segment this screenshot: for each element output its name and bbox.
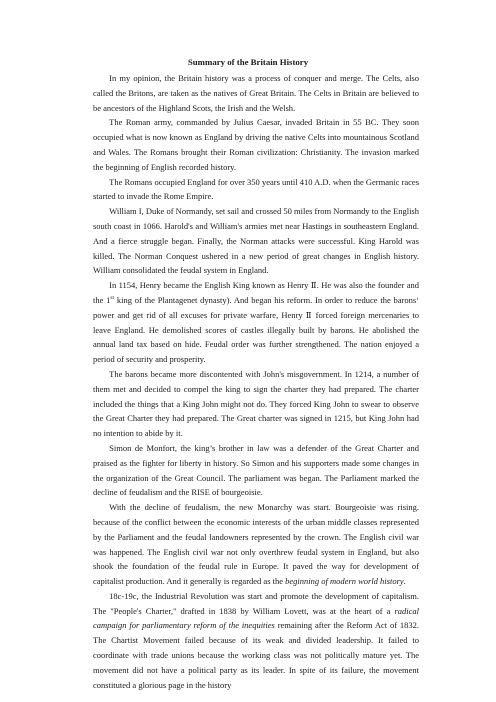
paragraph-norman-conquest: William I, Duke of Normandy, set sail and crossed 50 miles from Normandy to the English south coast in 1066. Harold's and William's armies met near Hastings in southeastern England. And a fierce struggle began. Finally, the Norman attacks were successful. King Harold was killed. The Norman Conquest ushered in a new period of great changes in English history. William consolidated the feudal system in England. xyxy=(93,206,419,276)
paragraph-parliament: Simon de Monfort, the king’s brother in law was a defender of the Great Charter and praised as the fighter for liberty in history. So Simon and his supporters made some changes in the organization of the Great Council. The parliament was began. The Parliament marked the decline of feudalism and the RISE of bourgeoisie. xyxy=(93,442,419,498)
document-body xyxy=(93,71,419,692)
paragraph-great-charter: The barons became more discontented with John's misgovernment. In 1214, a number of them met and decided to compel the king to sign the charter they had prepared. The charter included the things that a King John might not do. They forced King John to swear to observe the Great Charter they had prepared. The Great charter was signed in 1215, but King John had no intention to abide by it. xyxy=(93,368,419,439)
paragraph-celts: In my opinion, the Britain history was a process of conquer and merge. The Celts, also called the Britons, are taken as the natives of Great Britain. The Celts in Britain are believed to be ancestors of the Highland Scots, the Irish and the Welsh. xyxy=(93,73,419,113)
superscript: st xyxy=(110,295,115,302)
paragraph-roman-invasion: The Roman army, commanded by Julius Caesar, invaded Britain in 55 BC. They soon occupied what is now known as England by driving the native Celts into mountainous Scotland and Wales. The Romans brought their Roman civilization: Christianity. The invasion marked the beginning of English recorded history. xyxy=(93,117,419,172)
paragraph-civil-war xyxy=(93,500,419,589)
italic-phrase: radical campaign for parliamentary reform of the inequities xyxy=(93,605,419,631)
text-run: In 1154, Henry became the English King known as Henry Ⅱ. He was also the founder and the 1 xyxy=(93,280,419,305)
text-run: remaining after the Reform Act of 1832. The Chartist Movement failed because of its weak and divided leadership. It failed to coordinate with trade unions because the working class was not politically mature yet. The movement did not have a political party as its leader. In spite of its failure, the movement constituted a glorious page in the history xyxy=(93,620,420,690)
document-title: Summary of the Britain History xyxy=(187,57,309,67)
text-run: king of the Plantagenet dynasty). And began his reform. In order to reduce the barons‘ power and get rid of all excuses for private warfare, Henry Ⅱ forced foreign mercenaries to leave England. He demolished scores of castles illegally built by barons. He abolished the annual land tax based on hide. Feudal order was further strengthened. The nation enjoyed a period of security and prosperity. xyxy=(93,294,419,365)
text-run: With the decline of feudalism, the new Monarchy was start. Bourgeoisie was rising. because of the conflict between the economic interests of the urban middle classes represented by the Parliament and the feudal landowners represented by the crown. The English civil war was happened. The English civil war not only overthrew feudal system in England, but also shook the foundation of the feudal rule in Europe. It paved the way for development of capitalist production. And it generally is regarded as the xyxy=(93,502,419,587)
paragraph-roman-occupation: The Romans occupied England for over 350 years until 410 A.D. when the Germanic races started to invade the Rome Empire. xyxy=(93,176,419,202)
paragraph-industrial-revolution xyxy=(93,589,419,693)
italic-phrase: beginning of modern world history xyxy=(285,576,404,587)
paragraph-henry-ii xyxy=(93,278,419,367)
text-run: . xyxy=(403,576,406,587)
text-run: 18c-19c, the Industrial Revolution was start and promote the development of capitalism. The "People's Charter," drafted in 1838 by William Lovett, was at the heart of a xyxy=(93,590,419,616)
